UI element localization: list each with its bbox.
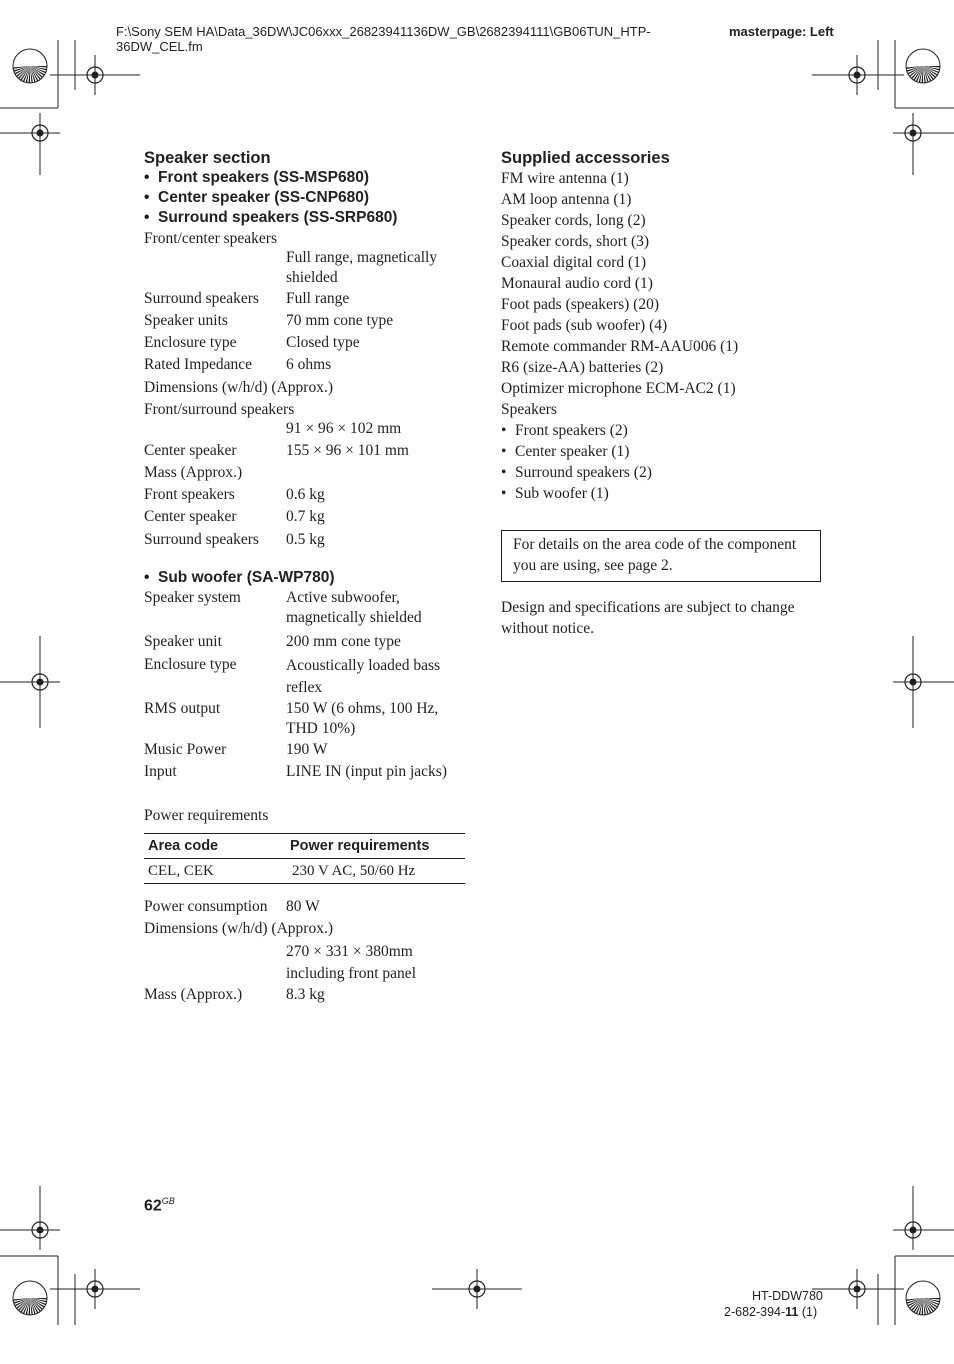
list-item: Optimizer microphone ECM-AC2 (1)	[501, 380, 736, 397]
list-item: Remote commander RM-AAU006 (1)	[501, 338, 739, 355]
part-number	[724, 1305, 817, 1319]
speaker-item: Surround speakers (2)	[515, 464, 652, 481]
file-path-header	[116, 24, 706, 54]
accessories-list	[501, 168, 738, 504]
speaker-item: Center speaker (1)	[515, 443, 630, 460]
accessories-title: Supplied accessories	[501, 149, 670, 167]
list-item: Foot pads (speakers) (20)	[501, 296, 659, 313]
list-item: AM loop antenna (1)	[501, 191, 632, 208]
spec-value: 0.5 kg	[286, 531, 325, 548]
part-number-bold: 11	[785, 1305, 799, 1319]
spec-label: Enclosure type	[144, 334, 237, 351]
list-item: Foot pads (sub woofer) (4)	[501, 317, 668, 334]
page-number-suffix: GB	[161, 1196, 175, 1206]
part-number-suffix: (1)	[798, 1305, 818, 1319]
spec-value: Acoustically loaded bass reflex	[286, 657, 441, 696]
model-bullet: • Center speaker (SS-CNP680)	[144, 189, 370, 206]
model-bullet: • Surround speakers (SS-SRP680)	[144, 209, 398, 226]
spec-label: Speaker units	[144, 312, 228, 329]
spec-label: RMS output	[144, 700, 221, 717]
spec-label: Rated Impedance	[144, 356, 253, 373]
table-header-row	[144, 834, 465, 859]
power-requirements-table	[144, 833, 465, 884]
spec-value: 200 mm cone type	[286, 633, 401, 650]
list-item: • Sub woofer (1)	[501, 485, 609, 502]
spec-label: Speaker system	[144, 589, 241, 606]
spec-value: Full range	[286, 290, 350, 307]
spec-value: 6 ohms	[286, 356, 332, 373]
note-text: For details on the area code of the component you are using, see page 2.	[513, 536, 797, 574]
spec-value: 70 mm cone type	[286, 312, 394, 329]
spec-label: Mass (Approx.)	[144, 464, 243, 481]
disclaimer: Design and specifications are subject to change without notice.	[501, 599, 795, 637]
list-item: R6 (size-AA) batteries (2)	[501, 359, 664, 376]
list-item: FM wire antenna (1)	[501, 170, 629, 187]
speaker-item: Front speakers (2)	[515, 422, 628, 439]
spec-value: 0.6 kg	[286, 486, 325, 503]
spec-value: 91 × 96 × 102 mm	[286, 420, 402, 437]
spec-value: Closed type	[286, 334, 360, 351]
list-item: • Front speakers (2)	[501, 422, 628, 439]
model-name: Front speakers (SS-MSP680)	[158, 169, 370, 186]
spec-label: Enclosure type	[144, 656, 237, 673]
spec-value: LINE IN (input pin jacks)	[286, 763, 447, 780]
table-row	[144, 859, 465, 884]
spec-label: Input	[144, 763, 177, 780]
list-item: Coaxial digital cord (1)	[501, 254, 647, 271]
spec-value: 0.7 kg	[286, 508, 325, 525]
model-bullet: • Front speakers (SS-MSP680)	[144, 169, 370, 186]
speaker-item: Sub woofer (1)	[515, 485, 609, 502]
model-name: Surround speakers (SS-SRP680)	[158, 209, 398, 226]
subwoofer-title-text: Sub woofer (SA-WP780)	[158, 569, 335, 586]
spec-value: 270 × 331 × 380mm including front panel	[286, 943, 416, 982]
table-header: Power requirements	[286, 834, 465, 859]
power-requirements-label: Power requirements	[144, 807, 269, 824]
list-item: • Surround speakers (2)	[501, 464, 652, 481]
file-path-line-2: 36DW_CEL.fm	[116, 39, 203, 54]
spec-label: Mass (Approx.)	[144, 986, 243, 1003]
list-item: Speakers	[501, 401, 557, 418]
model-name: Center speaker (SS-CNP680)	[158, 189, 370, 206]
table-cell: 230 V AC, 50/60 Hz	[286, 859, 465, 884]
spec-label: Power consumption	[144, 898, 268, 915]
list-item: • Center speaker (1)	[501, 443, 630, 460]
speaker-section-title: Speaker section	[144, 149, 271, 167]
spec-value: 8.3 kg	[286, 986, 325, 1003]
page-number-value: 62	[144, 1197, 162, 1215]
spec-label: Front/surround speakers	[144, 401, 295, 418]
spec-label: Surround speakers	[144, 290, 259, 307]
spec-label: Front speakers	[144, 486, 235, 503]
spec-label: Speaker unit	[144, 633, 222, 650]
spec-label: Front/center speakers	[144, 230, 277, 247]
spec-label: Dimensions (w/h/d) (Approx.)	[144, 379, 333, 396]
spec-value: Full range, magnetically shielded	[286, 249, 438, 286]
table-cell: CEL, CEK	[144, 859, 286, 884]
list-item: Speaker cords, long (2)	[501, 212, 646, 229]
spec-label: Center speaker	[144, 508, 237, 525]
spec-value: 150 W (6 ohms, 100 Hz, THD 10%)	[286, 700, 439, 737]
part-number-prefix: 2-682-394-	[724, 1305, 786, 1319]
spec-label: Surround speakers	[144, 531, 259, 548]
subwoofer-title: • Sub woofer (SA-WP780)	[144, 569, 335, 586]
file-path-line-1: F:\Sony SEM HA\Data_36DW\JC06xxx_26823941136DW_GB\2682394111\GB06TUN_HTP-	[116, 24, 651, 39]
spec-label: Center speaker	[144, 442, 237, 459]
spec-label: Dimensions (w/h/d) (Approx.)	[144, 920, 333, 937]
list-item: Monaural audio cord (1)	[501, 275, 653, 292]
model-number: HT-DDW780	[752, 1289, 823, 1303]
table-header: Area code	[144, 834, 286, 859]
masterpage-label: masterpage: Left	[729, 24, 834, 39]
spec-value: 155 × 96 × 101 mm	[286, 442, 409, 459]
spec-value: 80 W	[286, 898, 320, 915]
list-item: Speaker cords, short (3)	[501, 233, 650, 250]
spec-label: Music Power	[144, 741, 227, 758]
spec-value: 190 W	[286, 741, 328, 758]
spec-value: Active subwoofer, magnetically shielded	[286, 589, 422, 626]
page-number	[144, 1196, 175, 1215]
